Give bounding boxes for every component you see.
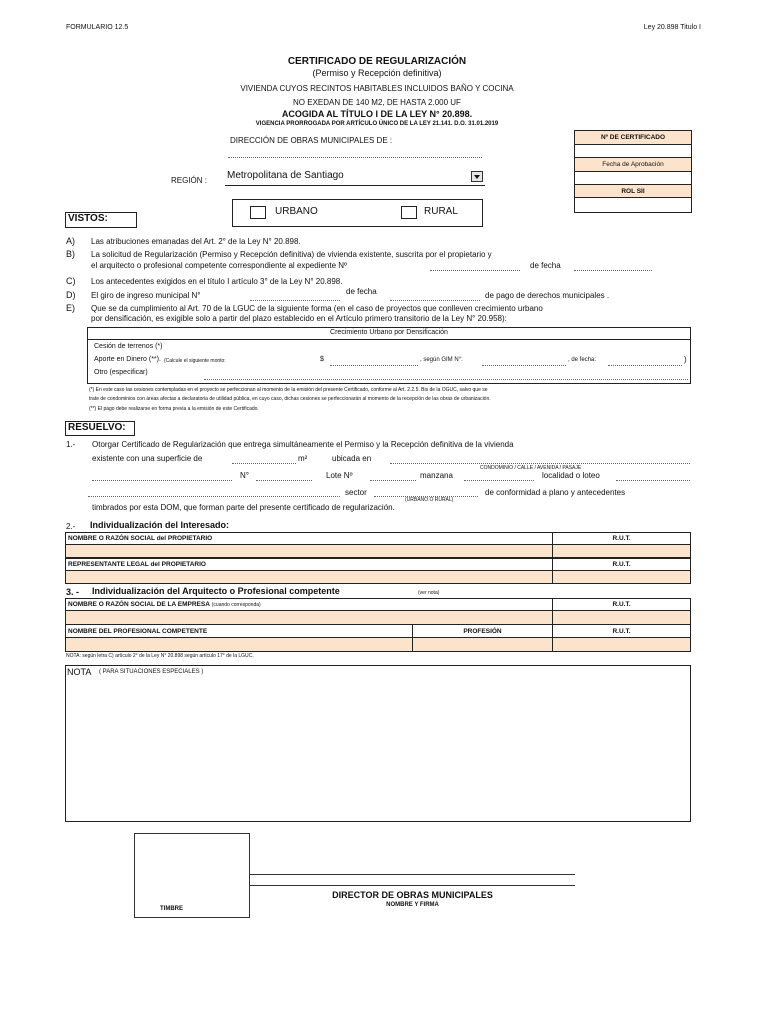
representante-rut-input[interactable] [552,570,691,584]
propietario-rut-input[interactable] [552,544,691,558]
dom-label: DIRECCIÓN DE OBRAS MUNICIPALES DE : [230,136,393,145]
region-label: REGIÓN : [171,176,208,185]
empresa-hint: (cuando corresponda) [211,601,261,608]
arquitecto-number: 3. - [66,587,80,597]
empresa-rut-label: R.U.T. [552,598,691,611]
dom-input[interactable] [228,157,482,158]
sector-hint: (URBANO O RURAL) [405,497,454,503]
title-line-4: VIGENCIA PRORROGADA POR ARTÍCULO ÚNICO DE LA LEY 21.141. D.O. 31.01.2019 [255,121,499,127]
region-value: Metropolitana de Santiago [227,170,344,181]
resuelvo-superficie-label: existente con una superficie de [92,454,203,463]
resuelvo-line4: timbrados por esta DOM, que forman parte del presente certificado de regularización. [92,503,395,512]
resuelvo-number: 1.- [66,440,76,449]
resuelvo-heading: RESUELVO: [65,421,135,436]
vistos-b-line2: el arquitecto o profesional competente correspondiente al expediente Nº [91,261,347,270]
rol-sii-input[interactable] [574,197,692,213]
approval-date-label: Fecha de Aprobación [574,157,692,172]
calle-hint: CONDOMINIO / CALLE / AVENIDA / PASAJE [480,465,582,471]
profesional-input[interactable] [65,637,413,652]
vistos-b-letter: B) [66,249,75,259]
title-line-1: VIVIENDA CUYOS RECINTOS HABITABLES INCLUIDOS BAÑO Y COCINA [240,84,514,93]
vistos-d-letter: D) [66,290,76,300]
propietario-rut-label: R.U.T. [552,532,691,545]
footnote-1a: (*) En este caso las cesiones contempladas en el proyecto se perfeccionan al momento de la emisión del presente Certificado, conforme al Art. 2.2.5. Bis de la OGUC, salvo que se [89,387,488,393]
rol-sii-label: ROL SII [574,184,692,198]
vistos-e-line1: Que se da cumplimiento al Art. 70 de la LGUC de la siguiente forma (en el caso de proyectos que conlleven crecimiento urbano [91,304,543,313]
footnote-1b: trate de condominios con áreas afectas a declaratoria de utilidad pública, en cuyo caso, dichas cesiones se perfeccionarán al momento de la recepción de las obras de urbanización. [89,396,491,402]
m2-unit: m² [298,454,308,463]
urbano-label: URBANO [275,206,318,217]
arquitecto-nota: NOTA: según letra C) artículo 2° de la Ley N° 20.898 según artículo 17° de la LGUC. [66,653,254,659]
form-id: FORMULARIO 12.5 [66,24,129,31]
vistos-c-text: Los antecedentes exigidos en el título I artículo 3° de la Ley N° 20.898. [91,277,343,286]
numero-label: N° [240,471,249,480]
manzana-label: manzana [420,471,453,480]
representante-input[interactable] [65,570,553,584]
vistos-e-line2: por densificación, es exigible solo a partir del plazo establecido en el Artículo primero transitorio de la Ley N° 20.958): [91,314,507,323]
law-reference: Ley 20.898 Titulo I [643,24,701,31]
vistos-e-letter: E) [66,303,75,313]
certificate-subtitle: (Permiso y Recepción definitiva) [312,68,442,78]
arquitecto-heading: Individualización del Arquitecto o Profesional competente [92,586,340,596]
cert-number-label: Nº DE CERTIFICADO [574,130,692,145]
profesion-label: PROFESIÓN [412,624,553,638]
timbre-box [134,833,250,918]
gim-number-input[interactable] [482,365,566,366]
empresa-input[interactable] [65,610,553,625]
cesion-label: Cesión de terrenos (*) [94,343,163,350]
title-line-2: NO EXEDAN DE 140 M2, DE HASTA 2.000 UF [293,98,461,107]
cert-number-input[interactable] [574,144,692,158]
conformidad-text: de conformidad a plano y antecedentes [485,488,626,497]
aporte-date-input[interactable] [608,365,682,366]
gim-label: , según GIM N°: [420,357,463,363]
empresa-rut-input[interactable] [552,610,691,625]
vistos-heading: VISTOS: [65,212,137,228]
profesional-label: NOMBRE DEL PROFESIONAL COMPETENTE [65,624,413,638]
aporte-calc-note: (Calcule el siguiente monto: [164,358,226,364]
vistos-b-line1: La solicitud de Regularización (Permiso y Recepción definitiva) de vivienda existente, suscrita por el propietario y [91,250,492,259]
nombre-firma-label: NOMBRE Y FIRMA [386,902,439,908]
nota-hint: ( PARA SITUACIONES ESPECIALES ) [99,669,204,675]
rural-checkbox[interactable] [401,206,417,219]
title-line-3: ACOGIDA AL TÍTULO I DE LA LEY N° 20.898. [281,109,473,119]
otro-label: Otro (especificar) [94,369,148,376]
vistos-c-letter: C) [66,276,76,286]
aporte-amount-input[interactable] [330,365,418,366]
approval-date-input[interactable] [574,171,692,185]
expediente-date-input[interactable] [574,270,652,271]
expediente-input[interactable] [430,270,520,271]
vistos-b-fecha: de fecha [530,261,561,270]
interesado-heading: Individualización del Interesado: [90,520,230,530]
localidad-input[interactable] [616,480,690,481]
representante-label: REPRESENTANTE LEGAL del PROPIETARIO [65,558,553,571]
nota-textarea[interactable] [65,665,691,822]
profesional-rut-input[interactable] [552,637,691,652]
profesional-rut-label: R.U.T. [552,624,691,638]
sector-label: sector [345,488,367,497]
representante-rut-label: R.U.T. [552,558,691,571]
director-title: DIRECTOR DE OBRAS MUNICIPALES [332,890,493,900]
manzana-input[interactable] [464,480,534,481]
giro-number-input[interactable] [250,300,340,301]
superficie-input[interactable] [232,463,296,464]
propietario-label: NOMBRE O RAZÓN SOCIAL del PROPIETARIO [65,532,553,545]
signature-line-upper [250,874,575,875]
signature-line[interactable] [250,885,575,886]
vistos-d-fecha: de fecha [346,287,377,296]
lote-input[interactable] [370,480,416,481]
chevron-down-icon[interactable] [471,171,483,182]
aporte-date-label: , de fecha: [568,357,597,363]
certificate-title: CERTIFICADO DE REGULARIZACIÓN [287,56,467,67]
interesado-number: 2.- [66,522,76,531]
ubicada-label: ubicada en [332,454,372,463]
vistos-d-text: El giro de ingreso municipal N° [91,291,201,300]
urbano-checkbox[interactable] [250,206,266,219]
propietario-input[interactable] [65,544,553,558]
ubicada-input[interactable] [390,463,690,464]
giro-date-input[interactable] [390,300,480,301]
rural-label: RURAL [424,206,458,217]
profesion-input[interactable] [412,637,553,652]
vistos-a-text: Las atribuciones emanadas del Art. 2° de la Ley N° 20.898. [91,237,301,246]
ver-nota: (ver nota) [418,590,440,596]
localidad-cont-input[interactable] [88,496,340,497]
empresa-label-text: NOMBRE O RAZÓN SOCIAL DE LA EMPRESA [68,601,210,608]
resuelvo-line1: Otorgar Certificado de Regularización que entrega simultáneamente el Permiso y la Recepción definitiva de la vivienda [92,440,514,449]
lote-label: Lote Nº [326,471,353,480]
region-select[interactable] [225,169,485,186]
densificacion-title: Crecimiento Urbano por Densificación [87,329,691,340]
timbre-label: TIMBRE [160,906,183,912]
aporte-close-paren: ) [684,355,687,364]
dollar-sign: $ [320,356,324,363]
footnote-2: (**) El pago debe realizarse en forma previa a la emisión de este Certificado. [89,406,259,412]
numero-input[interactable] [256,480,312,481]
otro-input[interactable] [204,379,688,380]
nota-label: NOTA [67,667,92,677]
aporte-label: Aporte en Dinero (**). [94,356,161,363]
direccion-prefix-input[interactable] [92,480,232,481]
vistos-a-letter: A) [66,236,75,246]
localidad-label: localidad o loteo [542,471,600,480]
vistos-d-text2: de pago de derechos municipales . [485,291,610,300]
